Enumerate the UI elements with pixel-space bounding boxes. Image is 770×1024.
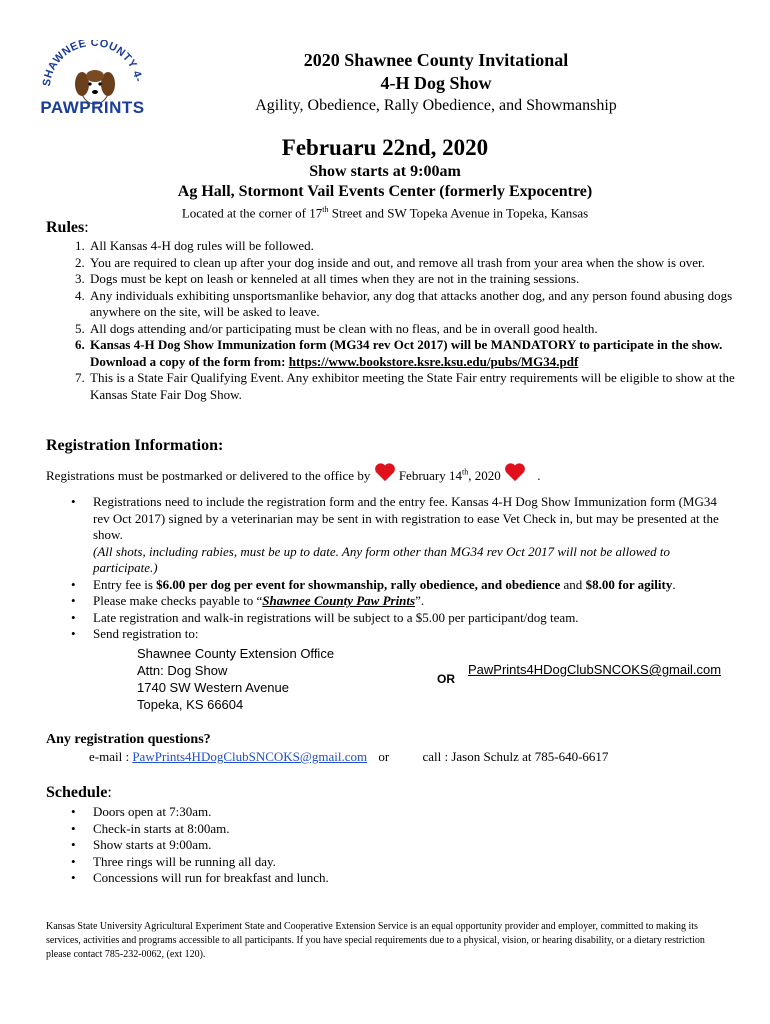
registration-heading: Registration Information: — [46, 437, 224, 454]
start-time: Show starts at 9:00am — [309, 163, 461, 180]
questions-heading: Any registration questions? — [46, 732, 211, 747]
title-line2: 4-H Dog Show — [380, 73, 492, 93]
send-bullet: • Send registration to: — [93, 626, 724, 643]
rule-item: 7. This is a State Fair Qualifying Event. Any exhibitor meeting the State Fair entry requirements will be eligible to show at the Kansas State Fair Dog Show. — [88, 370, 764, 403]
mailing-address: Shawnee County Extension Office Attn: Dog Show 1740 SW Western Avenue Topeka, KS 66604 — [137, 646, 335, 712]
rules-list — [48, 238, 764, 403]
subtitle: Agility, Obedience, Rally Obedience, and Showmanship — [255, 97, 617, 114]
late-bullet: • Late registration and walk-in registrations will be subject to a $5.00 per participant/dog team. — [93, 610, 724, 627]
registration-bullet: • Registrations need to include the registration form and the entry fee. Kansas 4-H Dog Show Immunization form (MG34 rev Oct 2017) signed by a veterinarian may be sent in with registration to ease Vet Check in, but may be presented at the show. (All shots, including rabies, must be up to date. Any form other than MG34 rev Oct 2017 will not be allowed to participate.) — [93, 494, 724, 577]
footer-disclaimer: Kansas State University Agricultural Experiment State and Cooperative Extension Service is an equal opportunity provider and employer, committed to making its services, activities and programs accessible to all participants. If you have special requirements due to a physical, vision, or hearing disability, or a dietary restriction please contact 785-232-0062, (ext 120). — [46, 921, 705, 960]
rules-heading: Rules: — [46, 219, 89, 236]
event-date: Februaru 22nd, 2020 — [281, 135, 489, 160]
rule-item-immunization: 6. Kansas 4-H Dog Show Immunization form (MG34 rev Oct 2017) will be MANDATORY to participate in the show. Download a copy of the form from: https://www.bookstore.ksre.ksu.edu/pubs/MG34.pdf — [88, 337, 764, 370]
rule-item: 4. Any individuals exhibiting unsportsmanlike behavior, any dog that attacks another dog, and any person found abusing dogs anywhere on the site, will be asked to leave. — [88, 288, 764, 321]
rule-item: 2. You are required to clean up after your dog inside and out, and remove all trash from your area when the show is over. — [88, 255, 764, 272]
schedule-item: • Doors open at 7:30am. — [93, 804, 724, 821]
heart-icon — [374, 462, 396, 482]
location: Located at the corner of 17th Street and SW Topeka Avenue in Topeka, Kansas — [181, 205, 589, 221]
rule-item: 3. Dogs must be kept on leash or kenneled at all times when they are not in the training sessions. — [88, 271, 764, 288]
postmark-line: Registrations must be postmarked or delivered to the office by February 14th, 2020 . — [46, 462, 746, 484]
schedule-heading: Schedule: — [46, 784, 112, 801]
questions-contact: e-mail : PawPrints4HDogClubSNCOKS@gmail.com or call : Jason Schulz at 785-640-6617 — [89, 749, 609, 764]
heart-icon — [504, 462, 526, 482]
logo-brand: PAWPRINTS — [40, 98, 145, 117]
logo-arc-text: SHAWNEE COUNTY 4- — [40, 40, 145, 88]
checks-bullet: • Please make checks payable to “Shawnee County Paw Prints”. — [93, 593, 724, 610]
immunization-form-link[interactable]: https://www.bookstore.ksre.ksu.edu/pubs/MG34.pdf — [288, 353, 579, 369]
schedule-list — [48, 804, 724, 887]
rule-item: 5. All dogs attending and/or participating must be clean with no fleas, and be in overall good health. — [88, 321, 764, 338]
entry-fee-bullet: • Entry fee is $6.00 per dog per event for showmanship, rally obedience, and obedience and $8.00 for agility. — [93, 577, 724, 594]
title-line1: 2020 Shawnee County Invitational — [303, 50, 569, 70]
registration-email[interactable]: PawPrints4HDogClubSNCOKS@gmail.com — [468, 662, 722, 677]
questions-email-link[interactable]: PawPrints4HDogClubSNCOKS@gmail.com — [132, 749, 368, 764]
schedule-item: • Three rings will be running all day. — [93, 854, 724, 871]
venue: Ag Hall, Stormont Vail Events Center (formerly Expocentre) — [177, 183, 593, 200]
schedule-item: • Show starts at 9:00am. — [93, 837, 724, 854]
schedule-item: • Check-in starts at 8:00am. — [93, 821, 724, 838]
registration-bullets — [48, 494, 724, 643]
or-label: OR — [437, 672, 455, 686]
schedule-item: • Concessions will run for breakfast and lunch. — [93, 870, 724, 887]
rule-item: 1. All Kansas 4-H dog rules will be followed. — [88, 238, 764, 255]
